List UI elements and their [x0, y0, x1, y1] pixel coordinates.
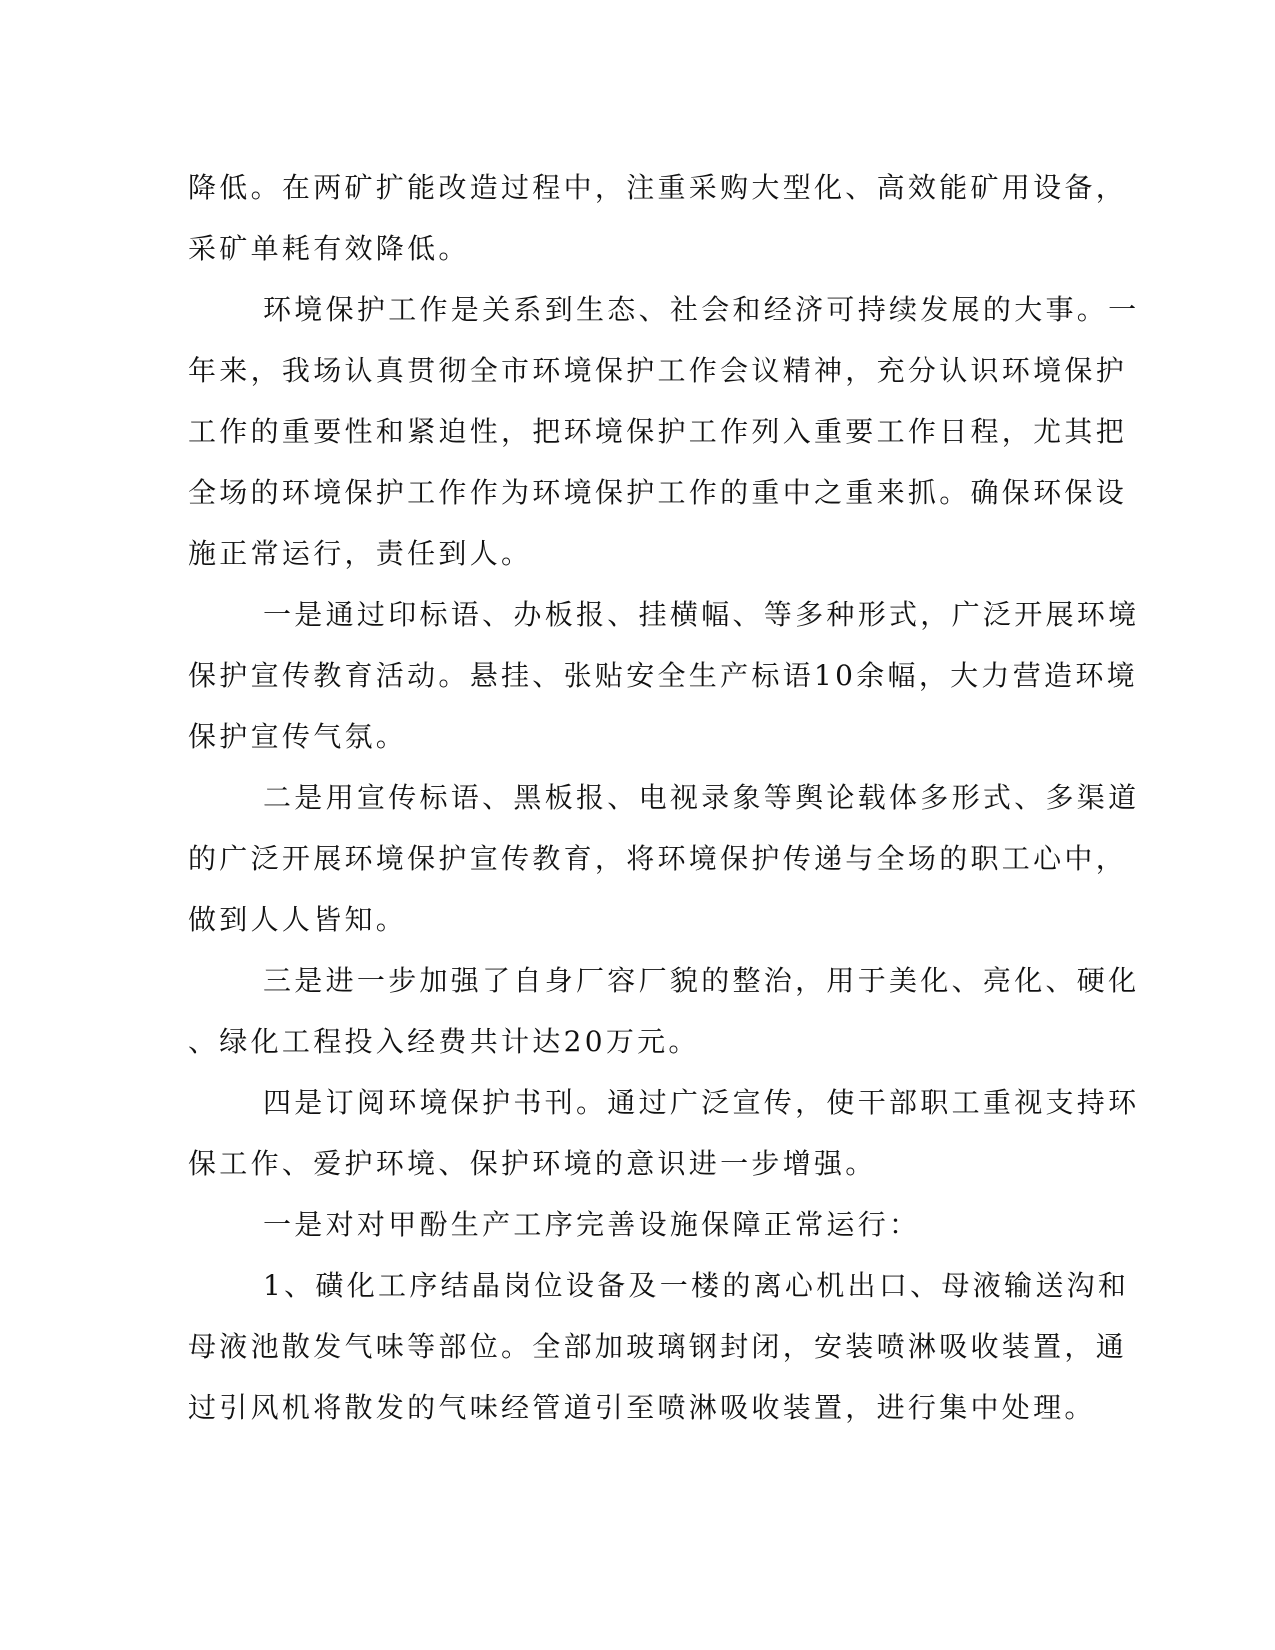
text-line: 、绿化工程投入经费共计达20万元。 — [188, 1025, 700, 1058]
text-line: 母液池散发气味等部位。全部加玻璃钢封闭，安装喷淋吸收装置，通 — [188, 1330, 1128, 1363]
text-line: 工作的重要性和紧迫性，把环境保护工作列入重要工作日程，尤其把 — [188, 415, 1128, 448]
text-line: 采矿单耗有效降低。 — [188, 232, 470, 265]
text-line: 保工作、爱护环境、保护环境的意识进一步增强。 — [188, 1147, 877, 1180]
paragraph-start-line: 二是用宣传标语、黑板报、电视录象等舆论载体多形式、多渠道 — [263, 781, 1140, 814]
paragraph-start-line: 四是订阅环境保护书刊。通过广泛宣传，使干部职工重视支持环 — [263, 1086, 1140, 1119]
paragraph-start-line: 1、磺化工序结晶岗位设备及一楼的离心机出口、母液输送沟和 — [263, 1269, 1130, 1302]
text-line: 全场的环境保护工作作为环境保护工作的重中之重来抓。确保环保设 — [188, 476, 1128, 509]
paragraph-start-line: 一是对对甲酚生产工序完善设施保障正常运行： — [263, 1208, 921, 1241]
text-line: 过引风机将散发的气味经管道引至喷淋吸收装置，进行集中处理。 — [188, 1391, 1096, 1424]
paragraph-start-line: 环境保护工作是关系到生态、社会和经济可持续发展的大事。一 — [263, 293, 1140, 326]
paragraph-start-line: 一是通过印标语、办板报、挂横幅、等多种形式，广泛开展环境 — [263, 598, 1140, 631]
text-line: 的广泛开展环境保护宣传教育，将环境保护传递与全场的职工心中， — [188, 842, 1128, 875]
paragraph-start-line: 三是进一步加强了自身厂容厂貌的整治，用于美化、亮化、硬化 — [263, 964, 1140, 997]
text-line: 年来，我场认真贯彻全市环境保护工作会议精神，充分认识环境保护 — [188, 354, 1128, 387]
text-line: 保护宣传气氛。 — [188, 720, 408, 753]
text-line: 做到人人皆知。 — [188, 903, 408, 936]
document-body — [188, 157, 1140, 1438]
text-line: 降低。在两矿扩能改造过程中，注重采购大型化、高效能矿用设备， — [188, 171, 1128, 204]
text-line: 施正常运行，责任到人。 — [188, 537, 533, 570]
text-line: 保护宣传教育活动。悬挂、张贴安全生产标语10余幅，大力营造环境 — [188, 659, 1138, 692]
